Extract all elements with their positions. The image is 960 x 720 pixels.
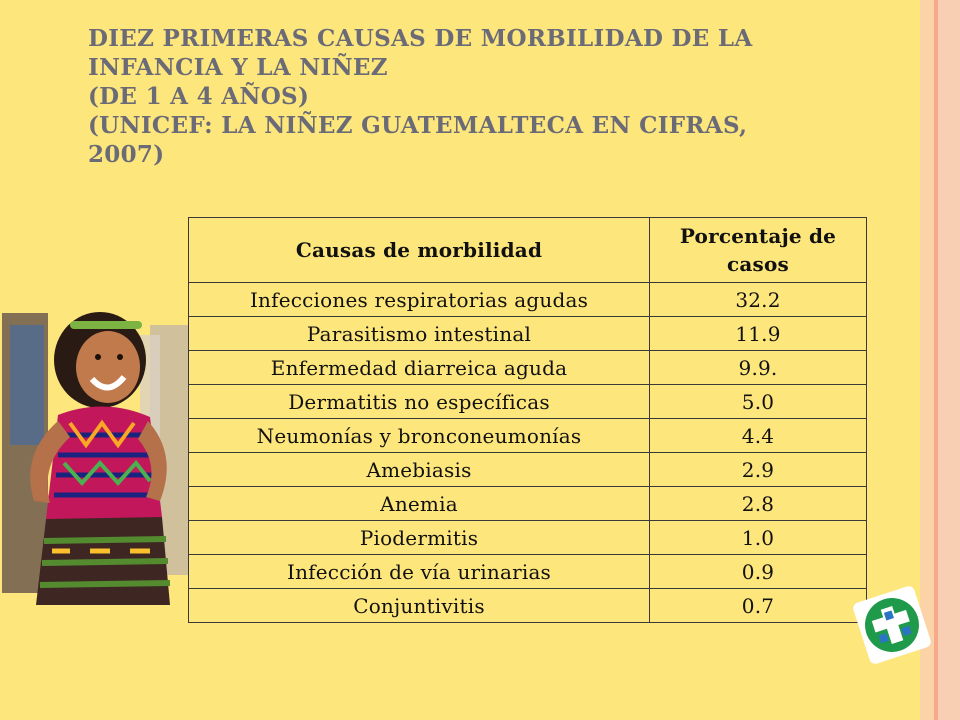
table-row (189, 453, 867, 487)
table-row (189, 385, 867, 419)
morbidity-table (188, 217, 867, 623)
cause-cell: Infecciones respiratorias agudas (189, 283, 650, 317)
table-row (189, 283, 867, 317)
cause-cell: Parasitismo intestinal (189, 317, 650, 351)
title-line: (UNICEF: LA NIÑEZ GUATEMALTECA EN CIFRAS, (88, 112, 748, 139)
decorative-band-outer (938, 0, 960, 720)
percentage-cell: 11.9 (650, 317, 867, 351)
title-line: DIEZ PRIMERAS CAUSAS DE MORBILIDAD DE LA (88, 25, 753, 52)
cause-cell: Dermatitis no específicas (189, 385, 650, 419)
title-line: (DE 1 A 4 AÑOS) (88, 83, 310, 110)
cause-cell: Enfermedad diarreica aguda (189, 351, 650, 385)
table-row (189, 521, 867, 555)
table-row (189, 419, 867, 453)
percentage-cell: 1.0 (650, 521, 867, 555)
cause-cell: Infección de vía urinarias (189, 555, 650, 589)
percentage-cell: 0.9 (650, 555, 867, 589)
percentage-cell: 2.9 (650, 453, 867, 487)
cause-cell: Neumonías y bronconeumonías (189, 419, 650, 453)
column-header-percentage (650, 218, 867, 283)
table-row (189, 589, 867, 623)
cause-cell: Amebiasis (189, 453, 650, 487)
column-header-cause: Causas de morbilidad (189, 218, 650, 283)
table-row (189, 351, 867, 385)
table-row (189, 555, 867, 589)
column-header-percentage-text: Porcentaje de casos (679, 224, 837, 276)
cause-cell: Anemia (189, 487, 650, 521)
percentage-cell: 4.4 (650, 419, 867, 453)
percentage-cell: 0.7 (650, 589, 867, 623)
photo-child (0, 305, 190, 605)
health-logo-icon (852, 585, 932, 669)
percentage-cell: 5.0 (650, 385, 867, 419)
table-header-row (189, 218, 867, 283)
table-row (189, 317, 867, 351)
table-row (189, 487, 867, 521)
title-line: INFANCIA Y LA NIÑEZ (88, 54, 388, 81)
cause-cell: Conjuntivitis (189, 589, 650, 623)
page-title (88, 24, 828, 169)
title-line: 2007) (88, 141, 165, 168)
percentage-cell: 2.8 (650, 487, 867, 521)
percentage-cell: 9.9. (650, 351, 867, 385)
cause-cell: Piodermitis (189, 521, 650, 555)
percentage-cell: 32.2 (650, 283, 867, 317)
